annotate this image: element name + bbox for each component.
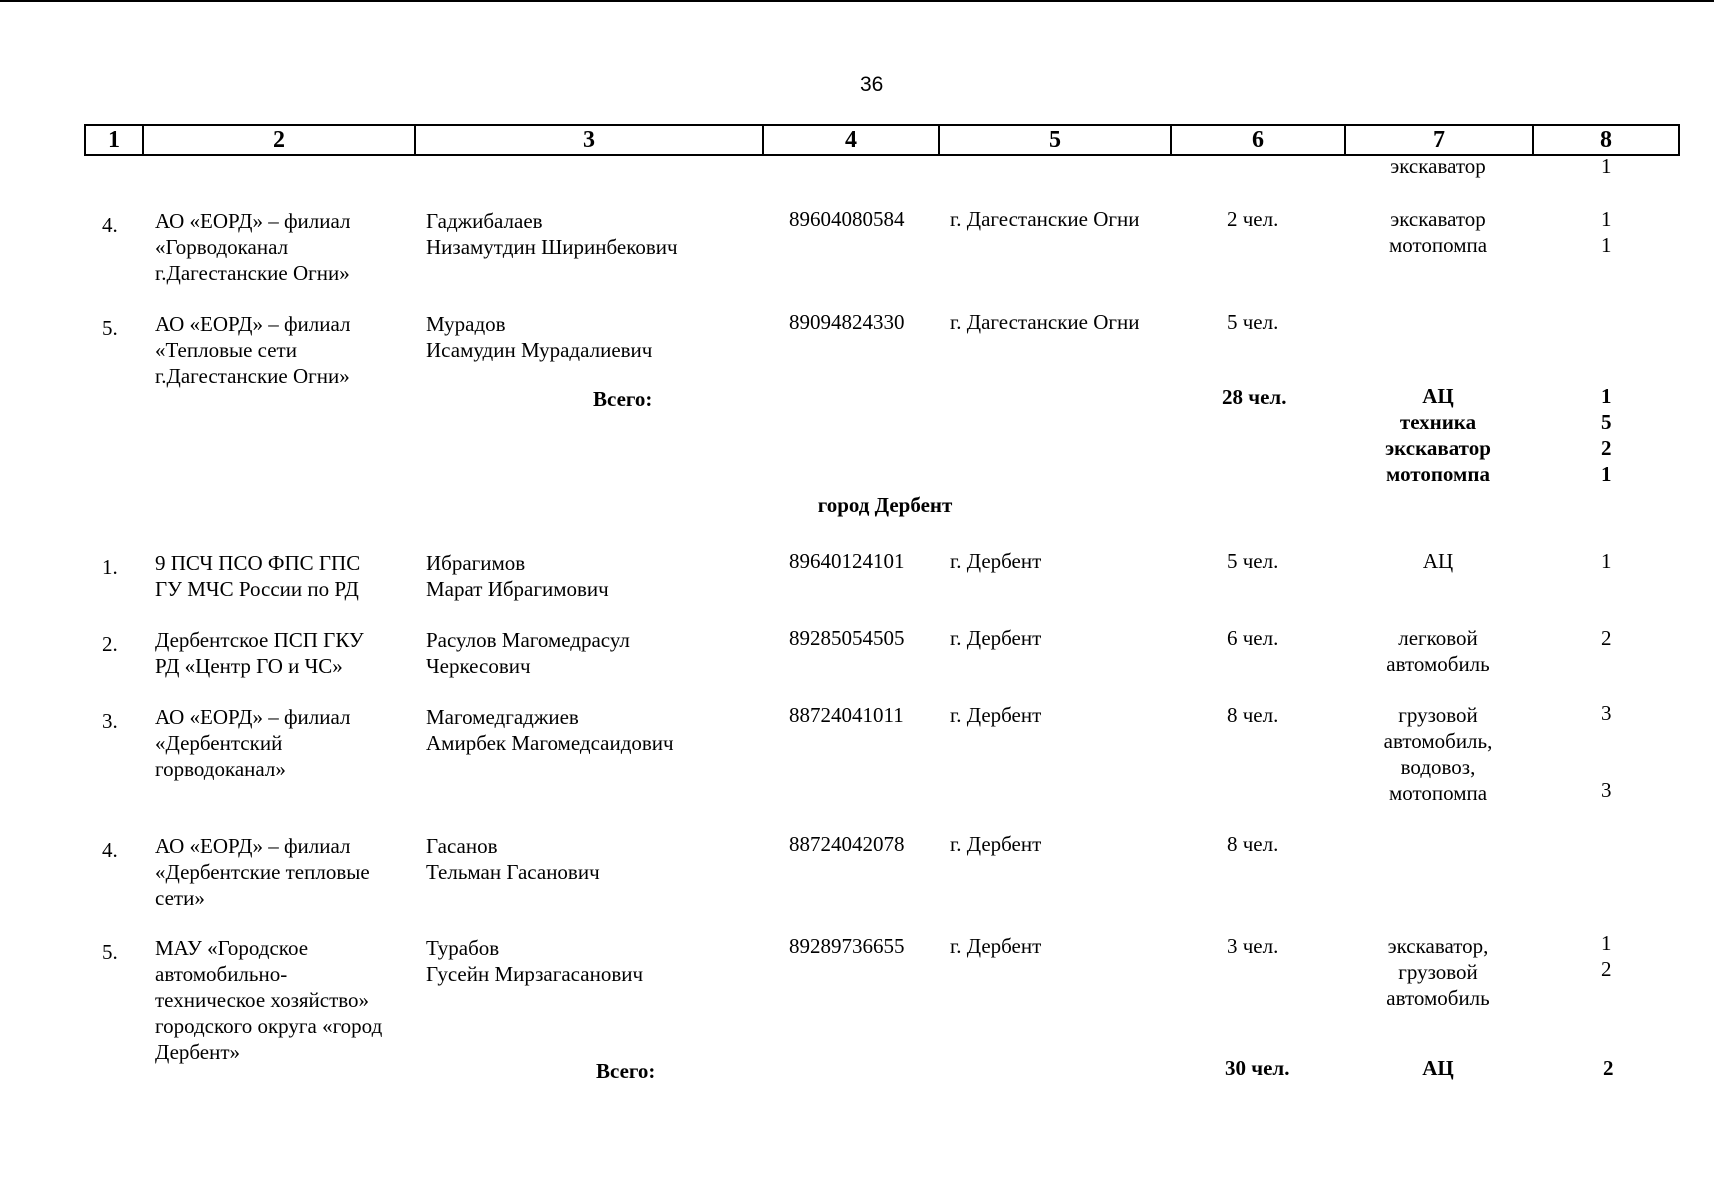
- section2-row-3-organization-line: «Дербентский: [155, 731, 283, 755]
- section2-row-2-equipment-line: легковой: [1398, 626, 1478, 650]
- header-cell-5: 5: [938, 124, 1170, 156]
- section1-row-1-organization-line: г.Дагестанские Огни»: [155, 261, 350, 285]
- section2-row-2-equipment-line: автомобиль: [1386, 652, 1490, 676]
- header-cell-7: 7: [1344, 124, 1532, 156]
- total2-people: 30 чел.: [1225, 1056, 1290, 1080]
- section2-row-3-people-count: 8 чел.: [1227, 703, 1279, 727]
- page-number: 36: [860, 73, 884, 96]
- section2-row-3-equipment-line: водовоз,: [1400, 755, 1476, 779]
- section1-row-2-location: г. Дагестанские Огни: [950, 310, 1140, 334]
- total2-equipment-count: 2: [1603, 1056, 1614, 1080]
- section-title: город Дербент: [817, 493, 953, 517]
- section2-row-5-equipment-line: экскаватор,: [1387, 934, 1489, 958]
- total1-equipment-line: мотопомпа: [1386, 462, 1490, 486]
- total1-equipment-line: экскаватор: [1385, 436, 1491, 460]
- section1-row-1-equipment-count: 1: [1601, 207, 1612, 231]
- section1-row-1-location: г. Дагестанские Огни: [950, 207, 1140, 231]
- section2-row-1-organization-line: 9 ПСЧ ПСО ФПС ГПС: [155, 551, 361, 575]
- section1-row-2-number: 5.: [102, 316, 118, 340]
- total1-equipment-count: 5: [1601, 410, 1612, 434]
- section2-row-1-organization-line: ГУ МЧС России по РД: [155, 577, 359, 601]
- section2-row-3-number: 3.: [102, 709, 118, 733]
- total1-equipment-line: АЦ: [1422, 384, 1454, 408]
- section2-row-3-person-line: Магомедгаджиев: [426, 705, 579, 729]
- section2-row-1-person-line: Ибрагимов: [426, 551, 526, 575]
- section2-row-5-organization-line: МАУ «Городское: [155, 936, 309, 960]
- section2-row-1-people-count: 5 чел.: [1227, 549, 1279, 573]
- section1-row-2-people-count: 5 чел.: [1227, 310, 1279, 334]
- section2-row-2-phone: 89285054505: [789, 626, 905, 650]
- section2-row-4-organization-line: АО «ЕОРД» – филиал: [155, 834, 351, 858]
- section2-row-2-people-count: 6 чел.: [1227, 626, 1279, 650]
- total1-equipment-count: 1: [1601, 462, 1612, 486]
- total1-label: Всего:: [593, 387, 653, 411]
- section1-row-2-organization-line: «Тепловые сети: [155, 338, 297, 362]
- total1-equipment-line: техника: [1399, 410, 1477, 434]
- section2-row-2-person-line: Черкесович: [426, 654, 531, 678]
- section1-row-1-organization-line: АО «ЕОРД» – филиал: [155, 209, 351, 233]
- section2-row-5-people-count: 3 чел.: [1227, 934, 1279, 958]
- section2-row-4-phone: 88724042078: [789, 832, 905, 856]
- header-cell-3: 3: [414, 124, 762, 156]
- section2-row-5-phone: 89289736655: [789, 934, 905, 958]
- header-cell-6: 6: [1170, 124, 1344, 156]
- section2-row-3-equipment-line: мотопомпа: [1388, 781, 1488, 805]
- section1-row-1-equipment-count: 1: [1601, 233, 1612, 257]
- section1-row-2-person-line: Исамудин Мурадалиевич: [426, 338, 653, 362]
- section2-row-5-location: г. Дербент: [950, 934, 1042, 958]
- total2-equipment-line: АЦ: [1422, 1056, 1454, 1080]
- section2-row-4-person-line: Тельман Гасанович: [426, 860, 600, 884]
- section2-row-3-person-line: Амирбек Магомедсаидович: [426, 731, 674, 755]
- table-header-row: [84, 124, 1680, 156]
- section2-row-1-phone: 89640124101: [789, 549, 905, 573]
- total1-equipment-count: 2: [1601, 436, 1612, 460]
- section1-row-1-number: 4.: [102, 213, 118, 237]
- section2-row-3-equipment-line: автомобиль,: [1383, 729, 1493, 753]
- section2-row-5-equipment-line: грузовой: [1398, 960, 1478, 984]
- section1-row-1-equipment-line: мотопомпа: [1388, 233, 1488, 257]
- top-border-line: [0, 0, 1714, 2]
- section2-row-5-equipment-count: 2: [1601, 957, 1612, 981]
- total1-equipment-count: 1: [1601, 384, 1612, 408]
- section2-row-3-equipment-count: 3: [1601, 701, 1612, 725]
- section2-row-5-person-line: Турабов: [426, 936, 500, 960]
- section2-row-2-number: 2.: [102, 632, 118, 656]
- section2-row-5-number: 5.: [102, 940, 118, 964]
- section2-row-3-equipment-line: грузовой: [1398, 703, 1478, 727]
- section2-row-3-equipment-count: 3: [1601, 778, 1612, 802]
- header-cell-4: 4: [762, 124, 938, 156]
- section2-row-1-location: г. Дербент: [950, 549, 1042, 573]
- section2-row-3-organization-line: горводоканал»: [155, 757, 286, 781]
- section2-row-2-equipment-count: 2: [1601, 626, 1612, 650]
- section2-row-5-organization-line: техническое хозяйство»: [155, 988, 370, 1012]
- section2-row-5-organization-line: Дербент»: [155, 1040, 241, 1064]
- section2-row-3-location: г. Дербент: [950, 703, 1042, 727]
- section2-row-4-people-count: 8 чел.: [1227, 832, 1279, 856]
- section2-row-2-organization-line: РД «Центр ГО и ЧС»: [155, 654, 343, 678]
- header-cell-1: 1: [84, 124, 142, 156]
- section1-row-1-people-count: 2 чел.: [1227, 207, 1279, 231]
- section2-row-4-number: 4.: [102, 838, 118, 862]
- header-cell-8: 8: [1532, 124, 1680, 156]
- header-cell-2: 2: [142, 124, 414, 156]
- section2-row-2-organization-line: Дербентское ПСП ГКУ: [155, 628, 364, 652]
- section2-row-1-person-line: Марат Ибрагимович: [426, 577, 609, 601]
- section2-row-5-person-line: Гусейн Мирзагасанович: [426, 962, 644, 986]
- section2-row-5-equipment-line: автомобиль: [1386, 986, 1490, 1010]
- total1-people: 28 чел.: [1222, 385, 1287, 409]
- section2-row-5-equipment-count: 1: [1601, 931, 1612, 955]
- section2-row-4-organization-line: сети»: [155, 886, 205, 910]
- section2-row-4-location: г. Дербент: [950, 832, 1042, 856]
- section1-row-1-equipment-line: экскаватор: [1390, 207, 1486, 231]
- section2-row-2-location: г. Дербент: [950, 626, 1042, 650]
- carry-over-count: 1: [1601, 154, 1612, 178]
- section1-row-2-organization-line: АО «ЕОРД» – филиал: [155, 312, 351, 336]
- section1-row-2-phone: 89094824330: [789, 310, 905, 334]
- section2-row-4-person-line: Гасанов: [426, 834, 498, 858]
- section1-row-2-organization-line: г.Дагестанские Огни»: [155, 364, 350, 388]
- section1-row-1-organization-line: «Горводоканал: [155, 235, 289, 259]
- section1-row-1-phone: 89604080584: [789, 207, 905, 231]
- section2-row-3-phone: 88724041011: [789, 703, 904, 727]
- section1-row-1-person-line: Низамутдин Ширинбекович: [426, 235, 678, 259]
- section2-row-2-person-line: Расулов Магомедрасул: [426, 628, 630, 652]
- section2-row-4-organization-line: «Дербентские тепловые: [155, 860, 370, 884]
- section2-row-3-organization-line: АО «ЕОРД» – филиал: [155, 705, 351, 729]
- total2-label: Всего:: [596, 1059, 656, 1083]
- section1-row-1-person-line: Гаджибалаев: [426, 209, 543, 233]
- section2-row-1-equipment-line: АЦ: [1422, 549, 1454, 573]
- section1-row-2-person-line: Мурадов: [426, 312, 506, 336]
- carry-over-equipment: экскаватор: [1390, 154, 1486, 178]
- section2-row-5-organization-line: автомобильно-: [155, 962, 288, 986]
- section2-row-5-organization-line: городского округа «город: [155, 1014, 383, 1038]
- section2-row-1-equipment-count: 1: [1601, 549, 1612, 573]
- section2-row-1-number: 1.: [102, 555, 118, 579]
